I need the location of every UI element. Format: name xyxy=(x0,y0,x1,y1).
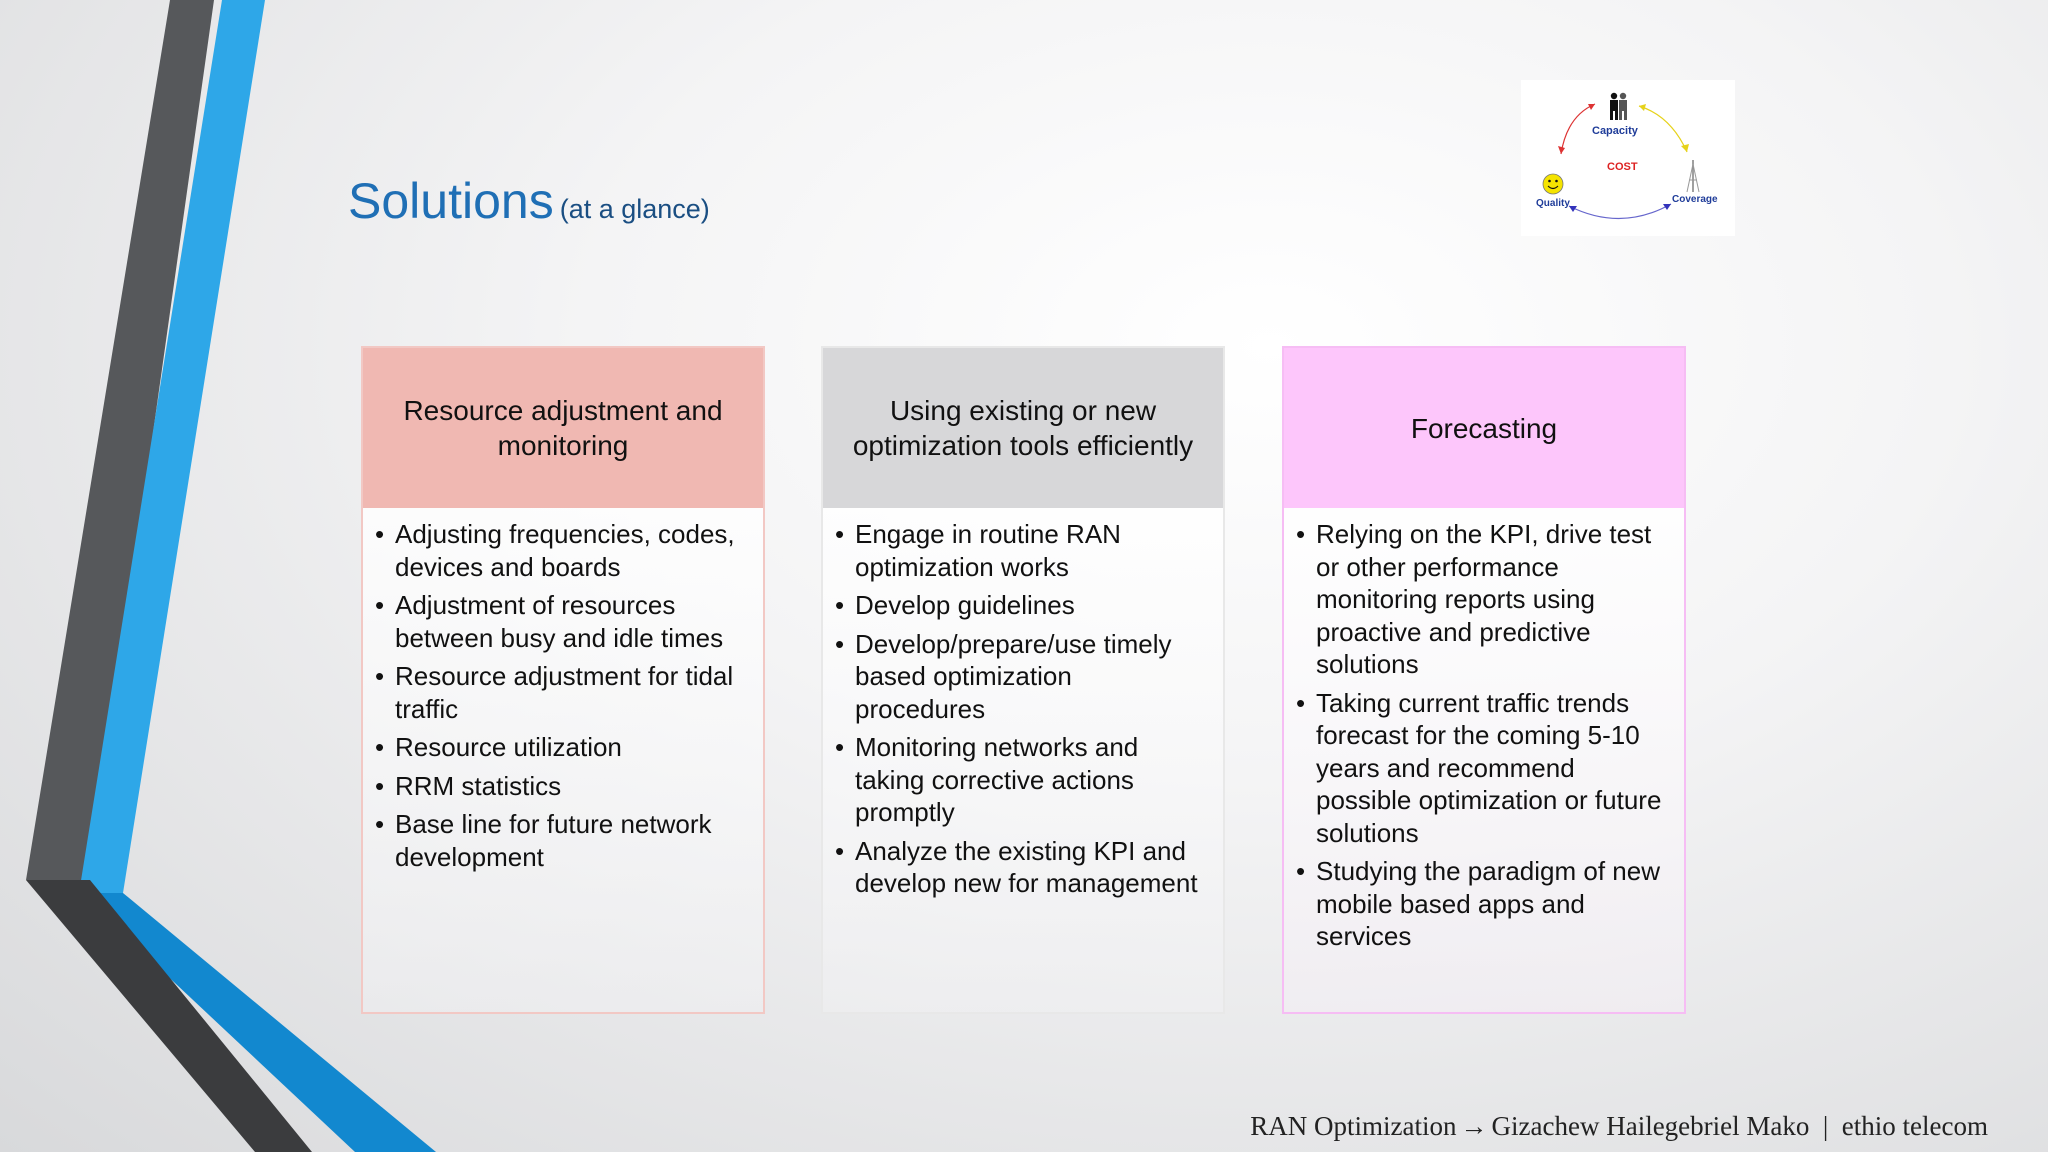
bullet-item: • Engage in routine RAN optimization works xyxy=(835,518,1209,583)
bullet-item: • RRM statistics xyxy=(375,770,749,803)
column-body xyxy=(363,508,763,1012)
people-icon xyxy=(1610,93,1627,120)
column-header: Resource adjustment and monitoring xyxy=(363,348,763,508)
arrow-quality-to-capacity xyxy=(1561,104,1595,154)
bullet-item: • Base line for future network development xyxy=(375,808,749,873)
capacity-coverage-quality-logo xyxy=(1521,80,1735,236)
column-header: Forecasting xyxy=(1284,348,1684,508)
column-body xyxy=(823,508,1223,1012)
slide-footer xyxy=(1250,1111,1988,1142)
logo-coverage-label: Coverage xyxy=(1672,194,1718,205)
logo-cost-label: COST xyxy=(1607,161,1638,173)
bullet-item: • Relying on the KPI, drive test or other performance monitoring reports using proactive and predictive solutions xyxy=(1296,518,1670,681)
bullet-item: • Monitoring networks and taking corrective actions promptly xyxy=(835,731,1209,829)
arrow-right-icon: → xyxy=(1460,1111,1488,1141)
bullet-item: • Adjustment of resources between busy and idle times xyxy=(375,589,749,654)
bullet-item: • Develop guidelines xyxy=(835,589,1209,622)
arrowhead-coverage-top xyxy=(1681,144,1689,152)
column-resource-adjustment xyxy=(361,346,765,1014)
bullet-list xyxy=(1296,518,1670,953)
arrow-capacity-to-coverage xyxy=(1639,106,1687,152)
antenna-tower-icon xyxy=(1687,160,1699,192)
bullet-item: • Resource adjustment for tidal traffic xyxy=(375,660,749,725)
smiley-icon xyxy=(1543,174,1563,194)
bullet-list xyxy=(835,518,1209,900)
column-body xyxy=(1284,508,1684,1012)
title-main: Solutions xyxy=(348,173,554,229)
bullet-item: • Studying the paradigm of new mobile based apps and services xyxy=(1296,855,1670,953)
arrowhead-capacity-right xyxy=(1639,104,1646,111)
logo-capacity-label: Capacity xyxy=(1592,125,1638,137)
bullet-list xyxy=(375,518,749,873)
arrow-coverage-to-quality xyxy=(1569,204,1671,219)
title-subtitle: (at a glance) xyxy=(559,194,710,224)
slide-title xyxy=(348,172,710,230)
logo-quality-label: Quality xyxy=(1536,198,1570,209)
footer-author: Gizachew Hailegebriel Mako | ethio telecom xyxy=(1491,1111,1988,1141)
bullet-item: • Analyze the existing KPI and develop new for management xyxy=(835,835,1209,900)
column-forecasting xyxy=(1282,346,1686,1014)
bullet-item: • Taking current traffic trends forecast for the coming 5-10 years and recommend possible optimization or future solutions xyxy=(1296,687,1670,850)
arrowhead-quality-top xyxy=(1558,146,1565,154)
bullet-item: • Adjusting frequencies, codes, devices and boards xyxy=(375,518,749,583)
footer-topic: RAN Optimization xyxy=(1250,1111,1457,1141)
column-header: Using existing or new optimization tools efficiently xyxy=(823,348,1223,508)
column-optimization-tools xyxy=(821,346,1225,1014)
bullet-item: • Develop/prepare/use timely based optimization procedures xyxy=(835,628,1209,726)
bullet-item: • Resource utilization xyxy=(375,731,749,764)
